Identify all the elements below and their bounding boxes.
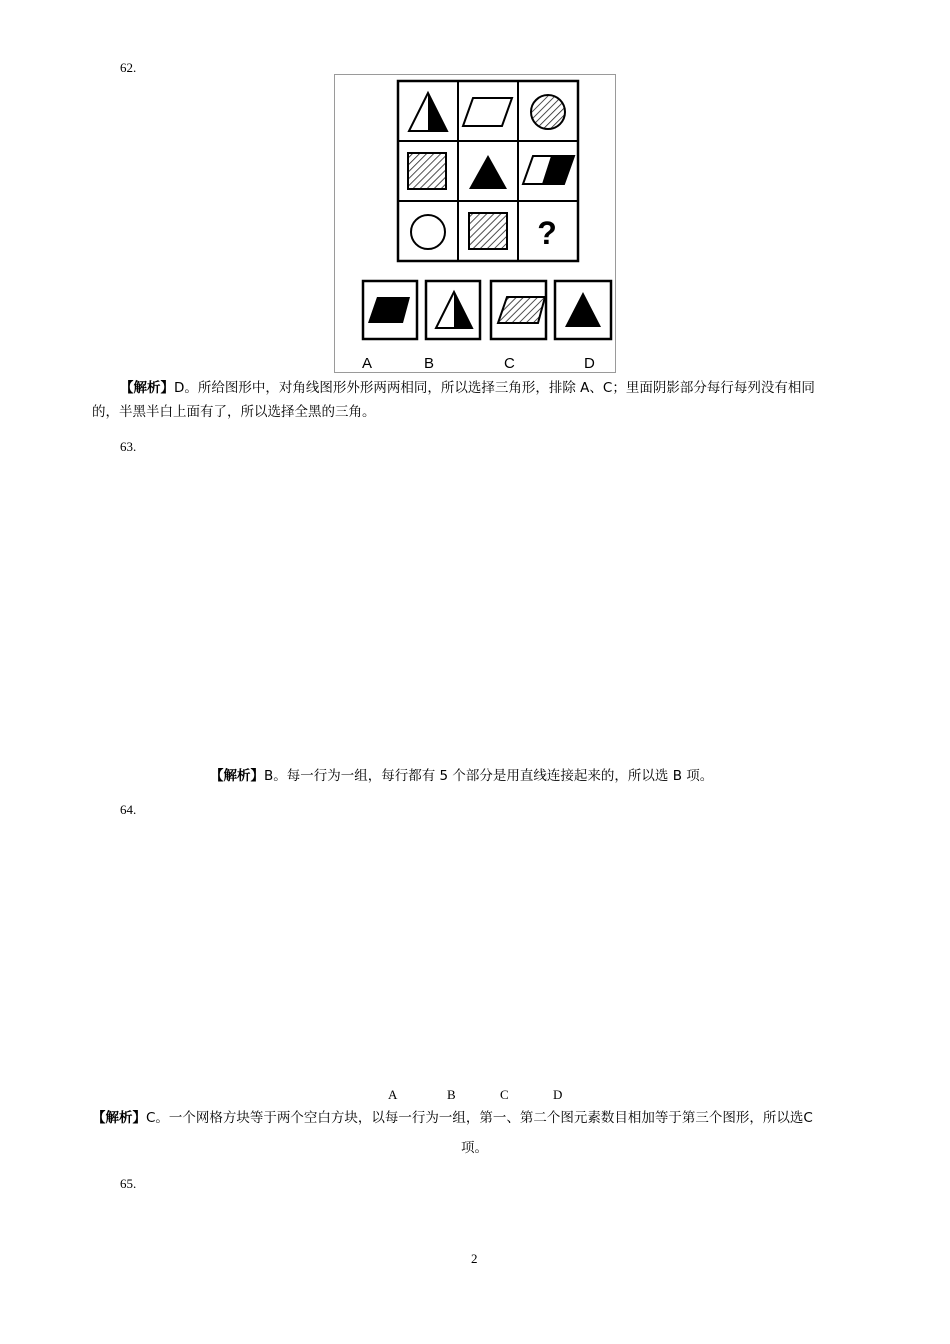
question-mark: ? xyxy=(537,215,557,251)
black-triangle-icon xyxy=(469,155,507,189)
hatched-square-icon xyxy=(408,153,446,189)
explanation-64-line2: 项。 xyxy=(461,1140,488,1156)
question-number-65: 65. xyxy=(120,1176,137,1191)
page-number: 2 xyxy=(471,1251,478,1266)
explanation-62-line2: 的，半黑半白上面有了，所以选择全黑的三角。 xyxy=(92,404,376,420)
white-parallelogram-icon xyxy=(463,98,512,126)
explanation-text: D。所给图形中，对角线图形外形两两相同，所以选择三角形，排除 A、C；里面阴影部分每行每列没有相同 xyxy=(174,380,815,396)
explanation-text: B。每一行为一组，每行都有 5 个部分是用直线连接起来的，所以选 B 项。 xyxy=(264,768,714,784)
option-letter-d: D xyxy=(584,355,595,372)
question-number-63: 63. xyxy=(120,439,137,454)
half-black-triangle-icon xyxy=(409,93,447,131)
question-number-64: 64. xyxy=(120,802,137,817)
choice-label-a: A xyxy=(388,1087,398,1102)
white-circle-icon xyxy=(411,215,445,249)
explanation-64 xyxy=(92,1106,872,1130)
option-letter-c: C xyxy=(504,355,515,372)
choice-label-b: B xyxy=(447,1087,456,1102)
option-letter-a: A xyxy=(362,355,373,372)
question-number-62: 62. xyxy=(120,60,137,75)
choice-label-d: D xyxy=(553,1087,563,1102)
answer-tag: 【解析】 xyxy=(120,380,174,396)
option-d-figure xyxy=(555,281,611,339)
puzzle-figure-svg xyxy=(335,75,617,374)
answer-tag: 【解析】 xyxy=(92,1110,146,1126)
option-letter-b: B xyxy=(424,355,435,372)
hatched-circle-icon xyxy=(531,95,565,129)
explanation-text: C。一个网格方块等于两个空白方块，以每一行为一组，第一、第二个图元素数目相加等于第三个图形，所以选C xyxy=(146,1110,813,1126)
half-black-parallelogram-icon xyxy=(523,156,574,184)
option-a-figure xyxy=(363,281,417,339)
explanation-62 xyxy=(120,376,880,400)
hatched-square-icon xyxy=(469,213,507,249)
choice-label-c: C xyxy=(500,1087,509,1102)
explanation-63 xyxy=(210,764,770,788)
option-c-figure xyxy=(491,281,546,339)
option-b-figure xyxy=(426,281,480,339)
puzzle-figure-62 xyxy=(334,74,616,373)
answer-tag: 【解析】 xyxy=(210,768,264,784)
